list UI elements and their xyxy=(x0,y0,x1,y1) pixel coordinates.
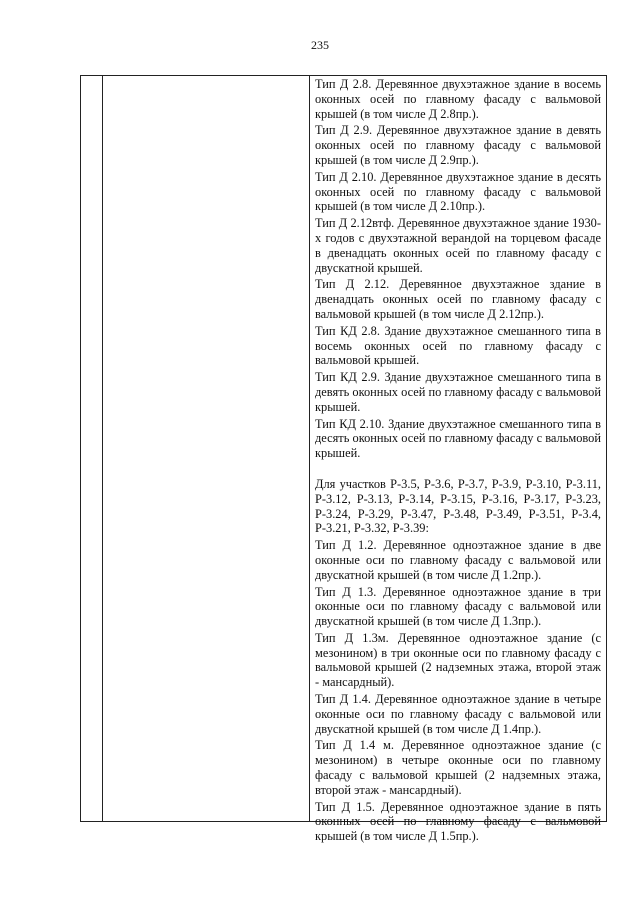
building-type-entry: Тип Д 1.2. Деревянное одноэтажное здание в две оконные оси по главному фасаду с вальмовой или двускатной крышей (в том числе Д 1.2пр.). xyxy=(315,538,601,582)
building-type-entry: Тип КД 2.10. Здание двухэтажное смешанного типа в десять оконных осей по главному фасаду с вальмовой крышей. xyxy=(315,416,601,461)
building-type-entry: Тип Д 2.9. Деревянное двухэтажное здание в девять оконных осей по главному фасаду с вальмовой крышей (в том числе Д 2.9пр.). xyxy=(315,123,601,167)
building-type-entry: Тип Д 1.4 м. Деревянное одноэтажное здание (с мезонином) в четыре оконные оси по главному фасаду с вальмовой крышей (2 надземных этажа, второй этаж - мансардный). xyxy=(315,738,601,797)
building-type-entry: Тип Д 2.12втф. Деревянное двухэтажное здание 1930-х годов с двухэтажной верандой на торцевом фасаде в двенадцать оконных осей по главному фасаду с двускатной крышей. xyxy=(315,216,601,275)
page-number: 235 xyxy=(311,38,329,52)
building-type-entry: Тип КД 2.8. Здание двухэтажное смешанного типа в восемь оконных осей по главному фасаду с вальмовой крышей. xyxy=(315,323,601,368)
building-type-entry: Тип Д 1.4. Деревянное одноэтажное здание в четыре оконные оси по главному фасаду с вальмовой или двускатной крышей (в том числе Д 1.4пр.). xyxy=(315,692,601,736)
blank-line xyxy=(315,463,601,477)
building-type-entry: Тип КД 2.9. Здание двухэтажное смешанного типа в девять оконных осей по главному фасаду с вальмовой крышей. xyxy=(315,370,601,414)
building-type-entry: Тип Д 1.3м. Деревянное одноэтажное здание (с мезонином) в три оконные оси по главному фасаду с вальмовой крышей (2 надземных этажа, второй этаж - мансардный). xyxy=(315,630,601,690)
building-type-entry: Тип Д 2.8. Деревянное двухэтажное здание в восемь оконных осей по главному фасаду с вальмовой крышей (в том числе Д 2.8пр.). xyxy=(315,77,601,121)
building-type-entry: Тип Д 2.10. Деревянное двухэтажное здание в десять оконных осей по главному фасаду с вальмовой крышей (в том числе Д 2.10пр.). xyxy=(315,169,601,214)
building-type-entry: Тип Д 1.5. Деревянное одноэтажное здание в пять оконных осей по главному фасаду с вальмовой крышей (в том числе Д 1.5пр.). xyxy=(315,799,601,844)
building-types-cell xyxy=(310,76,606,844)
column-divider-1 xyxy=(102,76,103,821)
building-type-entry: Тип Д 1.3. Деревянное одноэтажное здание в три оконные оси по главному фасаду с вальмовой или двускатной крышей (в том числе Д 1.3пр.). xyxy=(315,584,601,629)
building-type-entry: Тип Д 2.12. Деревянное двухэтажное здание в двенадцать оконных осей по главному фасаду с вальмовой крышей (в том числе Д 2.12пр.). xyxy=(315,277,601,321)
plots-heading: Для участков Р-3.5, Р-3.6, Р-3.7, Р-3.9, Р-3.10, Р-3.11, Р-3.12, Р-3.13, Р-3.14, Р-3.15, Р-3.16, Р-3.17, Р-3.23, Р-3.24, Р-3.29, Р-3.47, Р-3.48, Р-3.49, Р-3.51, Р-3.4, Р-3.21, Р-3.32, Р-3.39: xyxy=(315,476,601,536)
regulation-table xyxy=(80,75,607,844)
